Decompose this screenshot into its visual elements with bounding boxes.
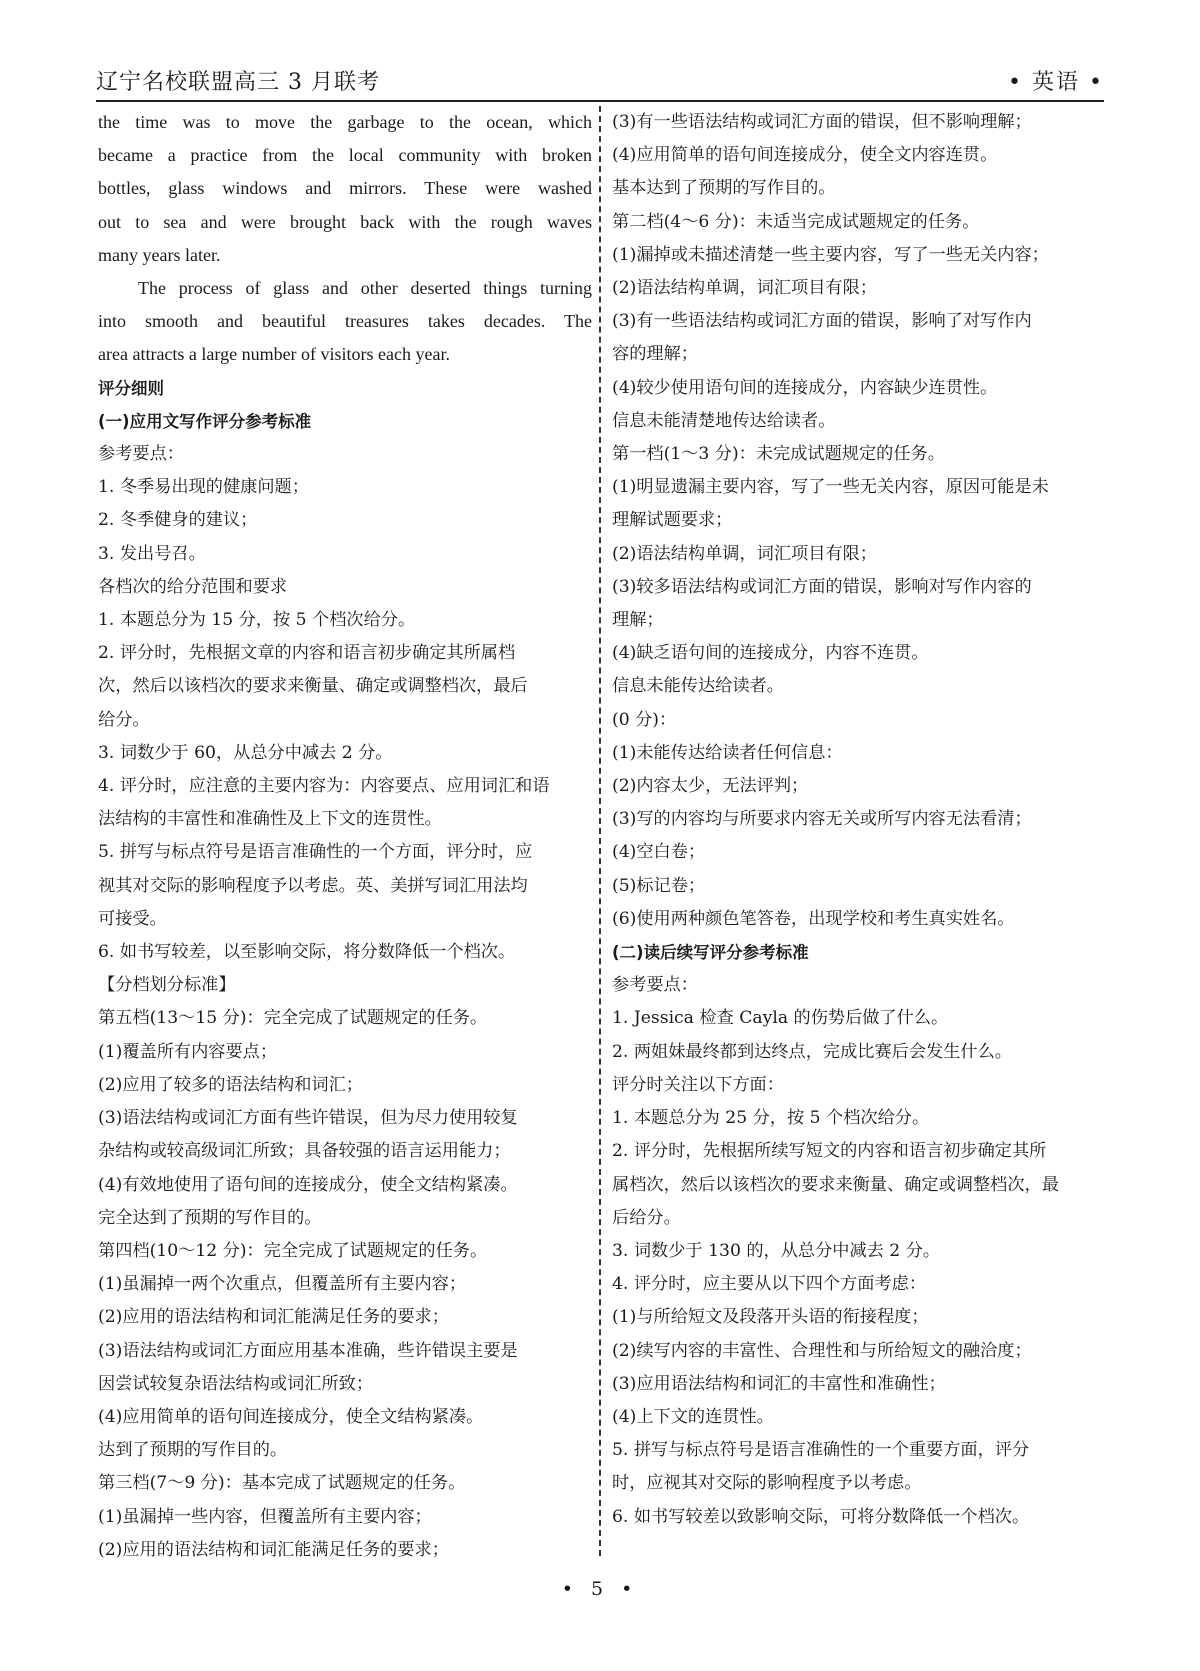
text-line: (3)较多语法结构或词汇方面的错误，影响对写作内容的 [612, 576, 1032, 597]
text-line: 信息未能清楚地传达给读者。 [612, 410, 836, 431]
text-line: 可接受。 [98, 908, 167, 929]
text-line: 6. 如书写较差以致影响交际，可将分数降低一个档次。 [612, 1506, 1030, 1527]
text-line: (3)有一些语法结构或词汇方面的错误，影响了对写作内 [612, 311, 1032, 332]
text-line: (4)有效地使用了语句间的连接成分，使全文结构紧凑。 [98, 1174, 518, 1195]
text-line: (2)语法结构单调，词汇项目有限； [612, 543, 877, 564]
text-line: (2)语法结构单调，词汇项目有限； [612, 278, 877, 299]
passage-line: bottles, glass windows and mirrors. These were washed [98, 178, 592, 199]
section-heading: (二)读后续写评分参考标准 [612, 943, 809, 963]
text-line: 评分时关注以下方面： [612, 1074, 784, 1095]
text-line: 完全达到了预期的写作目的。 [98, 1207, 322, 1228]
text-line: 因尝试较复杂语法结构或词汇所致； [98, 1373, 374, 1394]
text-line: (4)空白卷； [612, 842, 706, 863]
text-line: (3)语法结构或词汇方面应用基本准确，些许错误主要是 [98, 1340, 518, 1361]
text-line: 后给分。 [612, 1207, 681, 1228]
text-line: 4. 评分时，应注意的主要内容为：内容要点、应用词汇和语 [98, 776, 550, 797]
text-line: 2. 两姐妹最终都到达终点，完成比赛后会发生什么。 [612, 1041, 1012, 1062]
text-line: (1)明显遗漏主要内容，写了一些无关内容，原因可能是未 [612, 477, 1049, 498]
text-line: 2. 冬季健身的建议； [98, 510, 258, 531]
passage-line: The process of glass and other deserted things turning [138, 278, 592, 299]
text-line: (2)应用的语法结构和词汇能满足任务的要求； [98, 1307, 449, 1328]
text-line: 6. 如书写较差，以至影响交际，将分数降低一个档次。 [98, 942, 516, 963]
text-line: 容的理解； [612, 344, 698, 365]
text-line: (3)写的内容均与所要求内容无关或所写内容无法看清； [612, 809, 1032, 830]
text-line: 给分。 [98, 709, 150, 730]
text-line: (4)缺乏语句间的连接成分，内容不连贯。 [612, 643, 929, 664]
subject-label: • 英语 • [1008, 70, 1104, 95]
text-line: 次，然后以该档次的要求来衡量、确定或调整档次，最后 [98, 676, 528, 697]
text-line: 3. 词数少于 130 的，从总分中减去 2 分。 [612, 1240, 941, 1261]
page-header [96, 66, 1104, 102]
text-line: 参考要点： [98, 444, 184, 465]
text-line: 基本达到了预期的写作目的。 [612, 178, 836, 199]
text-line: 第五档(13～15 分)：完全完成了试题规定的任务。 [98, 1008, 488, 1029]
text-line: (1)虽漏掉一两个次重点，但覆盖所有主要内容； [98, 1274, 467, 1295]
text-line: 第三档(7～9 分)：基本完成了试题规定的任务。 [98, 1473, 466, 1494]
passage-line: the time was to move the garbage to the ocean, which [98, 112, 592, 132]
text-line: 杂结构或较高级词汇所致；具备较强的语言运用能力； [98, 1141, 511, 1162]
text-line: 2. 评分时，先根据文章的内容和语言初步确定其所属档 [98, 643, 516, 664]
text-line: 【分档划分标准】 [98, 975, 236, 996]
text-line: 理解； [612, 610, 664, 631]
text-line: (4)较少使用语句间的连接成分，内容缺少连贯性。 [612, 377, 998, 398]
text-line: 时，应视其对交际的影响程度予以考虑。 [612, 1473, 922, 1494]
text-line: 第四档(10～12 分)：完全完成了试题规定的任务。 [98, 1240, 488, 1261]
text-line: (1)漏掉或未描述清楚一些主要内容，写了一些无关内容； [612, 244, 1049, 265]
text-line: 1. 本题总分为 15 分，按 5 个档次给分。 [98, 610, 416, 631]
text-line: (2)内容太少，无法评判； [612, 776, 809, 797]
text-line: 5. 拼写与标点符号是语言准确性的一个重要方面，评分 [612, 1440, 1030, 1461]
text-line: 法结构的丰富性和准确性及上下文的连贯性。 [98, 809, 442, 830]
text-line: 信息未能传达给读者。 [612, 676, 784, 697]
text-line: 视其对交际的影响程度予以考虑。英、美拼写词汇用法均 [98, 875, 528, 896]
text-line: 3. 词数少于 60，从总分中减去 2 分。 [98, 742, 393, 763]
text-line: 1. 本题总分为 25 分，按 5 个档次给分。 [612, 1108, 930, 1129]
page-number: • 5 • [561, 1578, 639, 1600]
text-line: (6)使用两种颜色笔答卷，出现学校和考生真实姓名。 [612, 908, 1015, 929]
passage-line: into smooth and beautiful treasures takes decades. The [98, 311, 592, 332]
text-line: (5)标记卷； [612, 875, 706, 896]
text-line: (3)有一些语法结构或词汇方面的错误，但不影响理解； [612, 112, 1032, 132]
text-line: (1)覆盖所有内容要点； [98, 1041, 278, 1062]
right-column [612, 106, 1106, 1534]
text-line: 2. 评分时，先根据所续写短文的内容和语言初步确定其所 [612, 1141, 1047, 1162]
text-line: 理解试题要求； [612, 510, 733, 531]
text-line: (1)与所给短文及段落开头语的衔接程度； [612, 1307, 929, 1328]
text-line: (4)上下文的连贯性。 [612, 1406, 774, 1427]
passage-line: area attracts a large number of visitors each year. [98, 344, 451, 365]
text-line: (1)未能传达给读者任何信息： [612, 742, 843, 763]
passage-line: out to sea and were brought back with the rough waves [98, 211, 592, 232]
text-line: 1. 冬季易出现的健康问题； [98, 477, 309, 498]
exam-title: 辽宁名校联盟高三 3 月联考 [96, 70, 380, 95]
text-line: (4)应用简单的语句间连接成分，使全文结构紧凑。 [98, 1406, 484, 1427]
passage-line: many years later. [98, 244, 221, 265]
text-line: (4)应用简单的语句间连接成分，使全文内容连贯。 [612, 145, 998, 166]
text-line: 3. 发出号召。 [98, 543, 206, 564]
text-line: (1)虽漏掉一些内容，但覆盖所有主要内容； [98, 1506, 432, 1527]
text-line: 1. Jessica 检查 Cayla 的伤势后做了什么。 [612, 1008, 949, 1029]
section-heading: 评分细则 [98, 378, 164, 398]
text-line: 各档次的给分范围和要求 [98, 576, 288, 597]
column-divider [599, 106, 601, 1556]
text-line: 5. 拼写与标点符号是语言准确性的一个方面，评分时，应 [98, 842, 533, 863]
left-column [98, 106, 592, 1567]
passage-line: became a practice from the local community with broken [98, 145, 592, 166]
text-line: (0 分)： [612, 709, 677, 730]
text-line: (2)应用了较多的语法结构和词汇； [98, 1074, 363, 1095]
text-line: (3)应用语法结构和词汇的丰富性和准确性； [612, 1373, 946, 1394]
text-line: 4. 评分时，应主要从以下四个方面考虑： [612, 1274, 927, 1295]
text-line: 第二档(4～6 分)：未适当完成试题规定的任务。 [612, 211, 980, 232]
text-line: (2)续写内容的丰富性、合理性和与所给短文的融洽度； [612, 1340, 1032, 1361]
text-line: (2)应用的语法结构和词汇能满足任务的要求； [98, 1539, 449, 1560]
text-line: (3)语法结构或词汇方面有些许错误，但为尽力使用较复 [98, 1108, 518, 1129]
section-heading: (一)应用文写作评分参考标准 [98, 411, 312, 431]
text-line: 参考要点： [612, 975, 698, 996]
text-line: 属档次，然后以该档次的要求来衡量、确定或调整档次，最 [612, 1174, 1059, 1195]
text-line: 达到了预期的写作目的。 [98, 1440, 288, 1461]
text-line: 第一档(1～3 分)：未完成试题规定的任务。 [612, 444, 945, 465]
